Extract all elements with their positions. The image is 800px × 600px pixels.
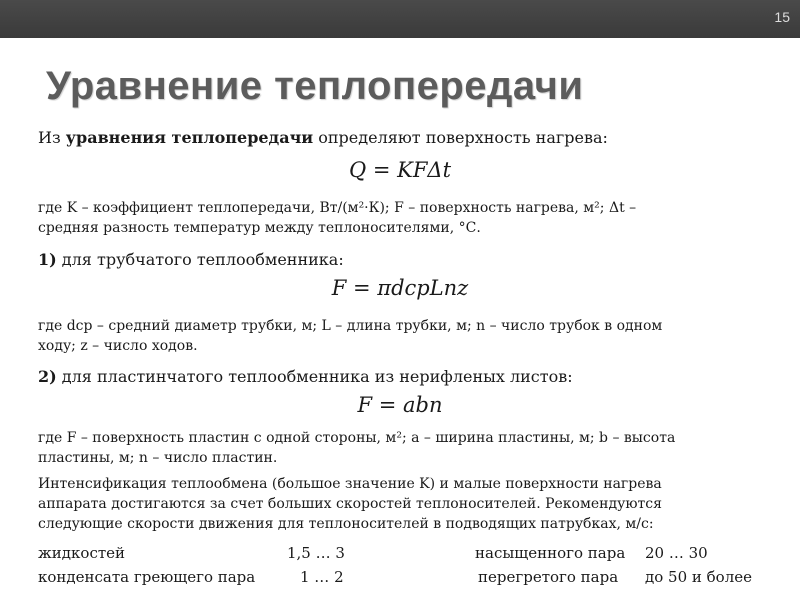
formula-tube-area: F = πdсрLnz: [331, 276, 469, 300]
explanation-2: [38, 316, 770, 356]
slide-title: Уравнение теплопередачи: [46, 64, 584, 108]
case-2-text: для пластинчатого теплообменника из нерифленых листов:: [56, 367, 573, 386]
explanation-1: [38, 198, 770, 238]
speed-row-1-name-right: насыщенного пара: [475, 544, 626, 562]
intro-line: [38, 128, 608, 148]
explanation-3: [38, 428, 770, 468]
speed-row-2-name-left: конденсата греющего пара: [38, 568, 256, 586]
case-1-heading: [38, 250, 344, 270]
top-bar: [0, 0, 800, 38]
recommendation-paragraph: [38, 474, 770, 534]
case-1-text: для трубчатого теплообменника:: [56, 250, 344, 269]
case-2-number: 2): [38, 367, 57, 386]
explanation-1-line-1: где K – коэффициент теплопередачи, Вт/(м²·К); F – поверхность нагрева, м²; Δt –: [38, 200, 637, 216]
speed-row-1-name-left: жидкостей: [38, 544, 126, 562]
formula-plate-area: F = abn: [357, 393, 443, 417]
paragraph-line-3: следующие скорости движения для теплоносителей в подводящих патрубках, м/с:: [38, 516, 654, 532]
intro-post: определяют поверхность нагрева:: [313, 128, 608, 147]
explanation-1-line-2: средняя разность температур между теплоносителями, °С.: [38, 220, 481, 236]
intro-bold: уравнения теплопередачи: [65, 128, 314, 147]
case-1-number: 1): [38, 250, 57, 269]
explanation-2-line-2: ходу; z – число ходов.: [38, 338, 198, 354]
intro-pre: Из: [38, 128, 66, 147]
explanation-2-line-1: где dср – средний диаметр трубки, м; L – длина трубки, м; n – число трубок в одном: [38, 318, 663, 334]
paragraph-line-2: аппарата достигаются за счет больших скоростей теплоносителей. Рекомендуются: [38, 496, 662, 512]
case-2-heading: [38, 367, 573, 387]
formula-heat-transfer: Q = KFΔt: [348, 158, 452, 182]
slide-number: 15: [774, 9, 790, 25]
speed-row-1-value-left: 1,5 … 3: [287, 544, 345, 562]
speed-row-2-name-right: перегретого пара: [478, 568, 619, 586]
explanation-3-line-2: пластины, м; n – число пластин.: [38, 450, 278, 466]
speed-row-2-value-right: до 50 и более: [645, 568, 752, 586]
explanation-3-line-1: где F – поверхность пластин с одной стороны, м²; a – ширина пластины, м; b – высота: [38, 430, 676, 446]
speed-row-2-value-left: 1 … 2: [300, 568, 344, 586]
speed-row-1-value-right: 20 … 30: [645, 544, 708, 562]
paragraph-line-1: Интенсификация теплообмена (большое значение K) и малые поверхности нагрева: [38, 476, 662, 492]
